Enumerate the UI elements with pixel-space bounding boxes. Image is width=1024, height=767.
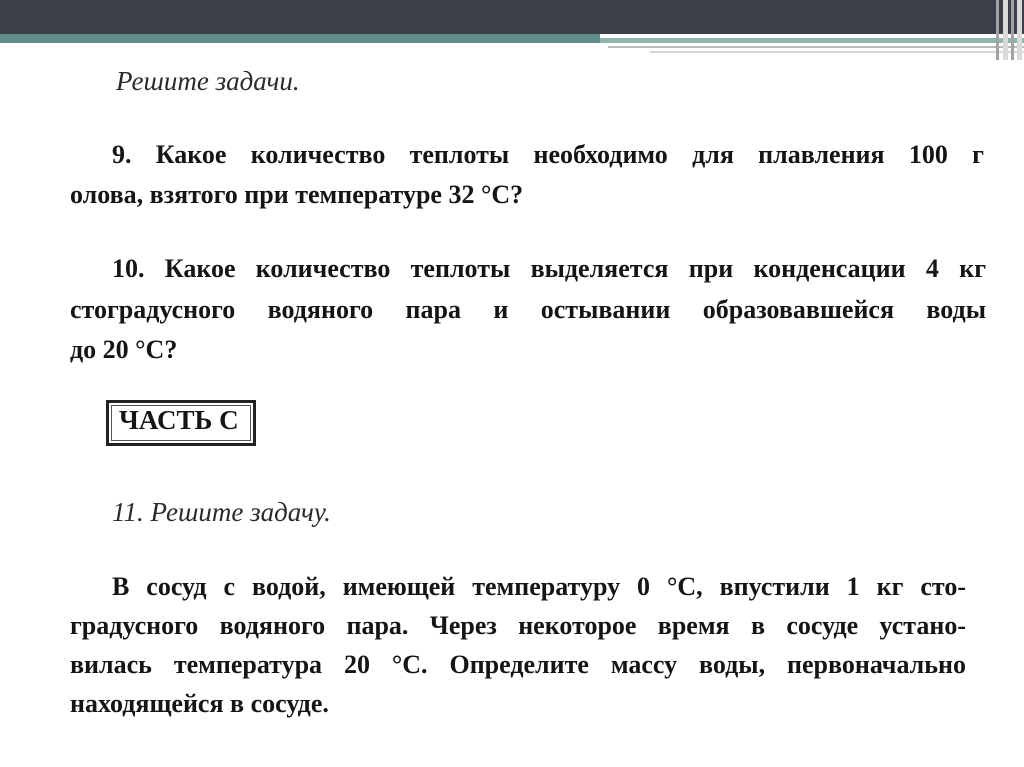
header-divider-line [608, 46, 1024, 48]
task-11-line-2: градусного водяного пара. Через некоторое время в сосуде устано- [70, 611, 966, 640]
header-divider-line-2 [650, 51, 1024, 53]
task-11-line-1: В сосуд с водой, имеющей температуру 0 °С, впустили 1 кг сто- [112, 572, 966, 601]
task-11-line-3: вилась температура 20 °С. Определите массу воды, первоначально [70, 650, 966, 679]
header-band [0, 0, 1024, 34]
task-10-line-3: до 20 °С? [70, 335, 178, 364]
task-10-line-1: 10. Какое количество теплоты выделяется при конденсации 4 кг [112, 254, 986, 283]
header-vertical-stripe [1017, 0, 1022, 60]
header-accent-stripe-right [600, 38, 1024, 43]
header-vertical-stripe [1003, 0, 1008, 60]
header-accent-stripe [0, 34, 600, 43]
part-label: ЧАСТЬ С [119, 405, 239, 435]
header-vertical-stripe [1011, 0, 1014, 60]
task-10-line-2: стоградусного водяного пара и остывании образовавшейся воды [70, 295, 986, 324]
task-9-line-2: олова, взятого при температуре 32 °С? [70, 180, 524, 209]
task-9-line-1: 9. Какое количество теплоты необходимо для плавления 100 г [112, 140, 984, 169]
header-vertical-stripe [996, 0, 999, 60]
task-11-line-4: находящейся в сосуде. [70, 689, 329, 718]
task-11-heading: 11. Решите задачу. [112, 497, 331, 527]
section-heading: Решите задачи. [116, 66, 300, 96]
